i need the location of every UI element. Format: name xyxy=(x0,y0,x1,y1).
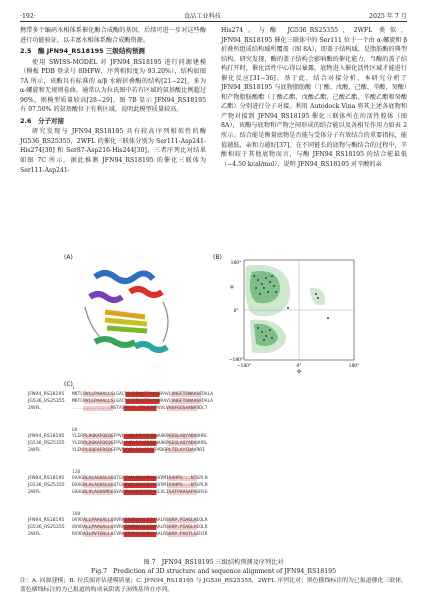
rama-ytick: 0° xyxy=(233,309,239,314)
panel-label-a: (A) xyxy=(64,254,73,261)
alignment-position: 180 xyxy=(72,512,81,517)
alignment-sequence-name: JFN94_RS18195 xyxy=(28,392,65,397)
journal-name: 食品工业科技 xyxy=(183,13,221,20)
alignment-position: 120 xyxy=(72,470,81,475)
figure-note: 注：A. 同源建模；B. 拉氏图评估建模质量；C. JFN94_RS18195 与 JG536_RS25355，2WFL 序列比对；黑色横线标注的为已报道催化三联体，蓝色横线标注的为已报道的构成氧阴离子洞残基所在序列。 xyxy=(20,578,407,593)
alignment-sequence-name: JG536_RS25355 xyxy=(28,525,65,530)
rama-xtick: −180° xyxy=(236,364,252,369)
alignment-sequence: GAAGRLVLAGHSMGGQVAAHVAAAHPQRIAGLVLISATPAASAPAGRSG xyxy=(72,490,208,495)
alignment-sequence-name: JFN94_RS18195 xyxy=(28,518,65,523)
alignment-sequence: DAAGRLALAGHSLGGQTGAYVALHHAGRVAGVVMISAHPG...NTGPLN xyxy=(72,476,208,481)
alignment-sequence-name: 2WFL xyxy=(28,532,41,537)
alignment-sequence: YLERPLDGKAFQEQGFPVLVVDLPGHGRSDNAAKPGEGLAQYADAVHRL xyxy=(72,441,208,446)
alignment-position: 1 xyxy=(72,386,75,391)
rama-ytick: 180° xyxy=(230,261,242,266)
alignment-sequence-name: JFN94_RS18195 xyxy=(28,476,65,481)
alignment-sequence-name: JG536_RS25355 xyxy=(28,483,65,488)
alignment-sequence-name: JFN94_RS18195 xyxy=(28,434,65,439)
rama-xtick: 180° xyxy=(348,364,360,369)
paragraph: His274。与酶 JG536_RS25355，2WFL 类似，JFN94_RS18195 催化三联体中的 Ser111 位于一个由 α-螺旋和 β 折叠所组成结构域所覆盖（图 8A），即盖子结构域，是脂肪酶的典型结构。研究发现，酶的盖子结构会影响酶的催化能力，当酶的盖子结构打开时，催化活性中心得以暴露，底物进入催化活性区域才能进行催化反应[31−36]。基于此，结合对接分析，本研究分析了 JFN94_RS18195 与底物脂肪酸（丁酸、戊酸、己酸、辛酸、癸酸）和产物脂肪酸酯（丁酸乙酯、戊酸乙酯、己酸乙酯、辛酸乙酯和癸酸乙酯）分别进行分子对接。利用 Autodock Vina 将其上述各底物和产物对接到 JFN94_RS18195 催化三联体所在的活性腔体（图 8A），该酶与底物和产物之间形成的结合能以及各相互作用力如表 2 所示。结合能是衡量底物是否能与受体分子有效结合的重要指标，能值越低，亲和力越好[37]。在不同链长的底物与酶结合的过程中，辛酸相较于其他底物而言，与酶 JFN94_RS18195 的结合能最低（−4.50 kcal/mol），说明 JFN94_RS18195 对辛酸的亲 xyxy=(221,27,407,168)
alignment-sequence: RVVDAILPVTGRLLAIVRAATMPGAIVDVLAALRGDRP.PVGTLSEHIR xyxy=(72,532,208,537)
page-number: ·192· xyxy=(20,13,36,20)
alignment-sequence: YLERPLAGKAFQEQGFPVLVVDLPGHGRSDNAAKPGEGLAQYADAVHRL xyxy=(72,434,208,439)
section-heading: 2.5 酶 JFN94_RS18195 三级结构预测 xyxy=(20,47,145,56)
rama-ytick: −180° xyxy=(228,358,244,363)
alignment-sequence-name: JG536_RS25355 xyxy=(28,399,65,404)
rama-xtick: 0° xyxy=(296,364,302,369)
section-heading: 2.6 分子对接 xyxy=(20,116,65,125)
header-rule xyxy=(20,21,407,22)
right-column xyxy=(221,26,407,169)
ramachandran-plot xyxy=(228,258,368,373)
page-header xyxy=(20,8,407,20)
alignment-sequence: ..............MSTASPRQP.PPLSGKPVVLVHGFGGSAANFDDLT xyxy=(72,406,208,411)
panel-label-b: (B) xyxy=(213,254,222,261)
alignment-sequence: QVVDALLPAAGALLQVVRAIAMPGAVLDIVAALRSGRP.PIAGLAEQLR xyxy=(72,525,208,530)
alignment-sequence-name: 2WFL xyxy=(28,490,41,495)
alignment-sequence-name: JG536_RS25355 xyxy=(28,441,65,446)
alignment-sequence: YLEKPLSQEAFRSQGFPVIVVDLPGHGRSEPADGPLTELAYIDAVRRI xyxy=(72,448,205,453)
figure-caption-cn: 图 7 JFN94_RS18195 三级结构预测及序列比对 xyxy=(143,559,284,566)
alignment-sequence: MKTLRVLLPAAALLSLGACSGSPEKQTTAAGNPAVLVHGFTGNAASFDALA xyxy=(72,399,214,404)
paragraph: 携带多个编码水相体系催化酶合成酶的基因，后续可进一步对这些酶进行功能验证，以丰富水相体系酶合成酶资源。 xyxy=(20,27,206,44)
paragraph: 研究发现与 JFN94_RS18195 具有较高序列相似性的酶 JG536_RS25355，2WFL 的催化三联体分别为 Ser111-Asp241-His274[30] 和 Ser87-Asp216-His244[30]，三者序列比对结果如图 7C 所示。据此推测 JFN94_RS18195 的催化三联体为 Ser111-Asp241- xyxy=(20,128,206,174)
alignment-sequence-name: 2WFL xyxy=(28,448,41,453)
figure-caption-en: Fig.7 Prediction of 3D structure and sequence alignment of JFN94_RS18195 xyxy=(90,568,337,575)
alignment-sequence: QVVDALLPAAGALLQVVRAIAMPGAVLDIVAALRSGRP.PIAGLAEQLR xyxy=(72,518,208,523)
issue-date: 2025 年 7 月 xyxy=(369,13,407,20)
alignment-sequence: DAAGRLALAGHSLGGQTGAYVALHHAGRVAGVVMISAHPG...NTGPLN xyxy=(72,483,208,488)
rama-xlabel: Φ xyxy=(296,369,302,373)
alignment-position: 60 xyxy=(72,428,78,433)
alignment-sequence-name: 2WFL xyxy=(28,406,41,411)
left-column xyxy=(20,26,206,175)
panel-label-c: (C) xyxy=(64,381,73,388)
paragraph: 使用 SWISS-MODEL 对 JFN94_RS18195 进行同源建模（模板 PDB 登录号 8IHFW，序列相似度为 93.20%），结构如图 7A 所示，该酶具有标准的 α/β 水解折叠酶的结构[21−22]，多为 α-螺旋和无规则卷曲。通常认为拉氏图中若有区域的氨基酸比例超过 90%，则模型质量较高[28−29]。图 7B 显示 JFN94_RS18195 有 97.50% 的氨基酸位于有利区域，说明此模型质量较高。 xyxy=(20,58,206,114)
protein-structure-image xyxy=(75,262,185,362)
alignment-sequence: MKTLRVLLPAAALLSLGACSSSPEKQTTAAGNPAVLVHGFTGNAASFDALA xyxy=(72,392,214,397)
rama-ylabel: ψ xyxy=(230,284,234,290)
